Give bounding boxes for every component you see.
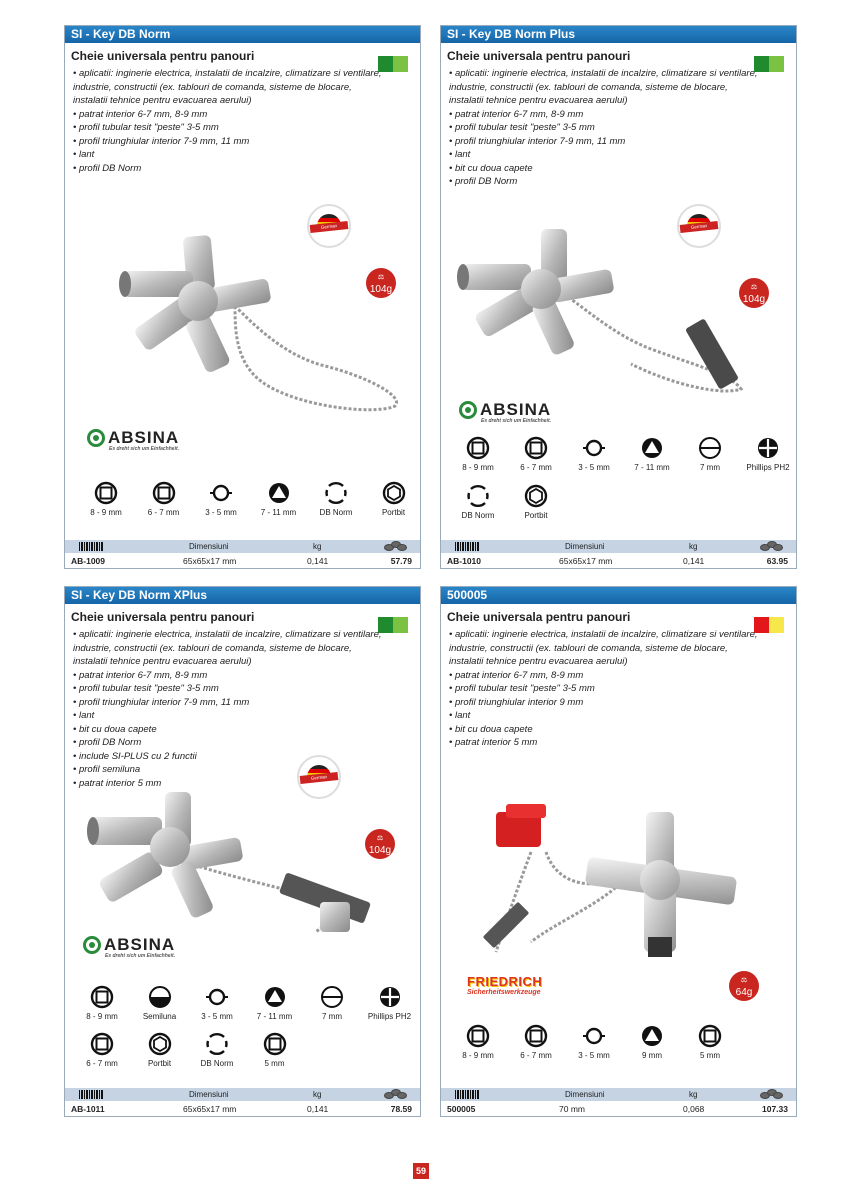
product-subtitle: Cheie universala pentru panouri <box>71 610 255 624</box>
product-photo <box>105 216 415 416</box>
profile-label: 7 - 11 mm <box>260 508 297 517</box>
weight-badge: ⚖ 104g <box>739 278 769 308</box>
weight-badge: ⚖ 104g <box>366 268 396 298</box>
feature-item: • profil tubular tesit "peste" 3-5 mm <box>449 683 595 694</box>
feature-item: industrie, constructii (ex. tablouri de comanda, sisteme de blocare, <box>449 642 728 654</box>
profile-label: 6 - 7 mm <box>147 508 180 517</box>
feature-item: • profil triunghiular interior 7-9 mm, 11 mm <box>73 696 250 708</box>
product-code: 500005 <box>447 1104 476 1114</box>
profile-item <box>447 1024 509 1060</box>
profile-label: Phillips PH2 <box>746 463 790 472</box>
product-card <box>64 25 421 569</box>
feature-item: • aplicatii: inginerie electrica, instalatii de incalzire, climatizare si ventilare, <box>449 68 758 79</box>
profile-label: 3 - 5 mm <box>201 1012 233 1021</box>
product-footer: Dimensiuni kg AB-1010 65x65x17 mm 0,141 63.95 <box>441 540 796 568</box>
profile-label: 7 mm <box>322 1012 342 1021</box>
weight-value: 0,141 <box>307 1104 329 1114</box>
german-engineering-badge: German Engineering <box>677 204 721 248</box>
product-card <box>440 586 797 1117</box>
feature-list <box>73 67 382 175</box>
product-footer: Dimensiuni kg AB-1011 65x65x17 mm 0,141 78.59 <box>65 1088 420 1116</box>
slotted-profile-icon <box>320 985 344 1009</box>
profile-label: 9 mm <box>642 1051 662 1060</box>
brand-logo: FRIEDRICH Sicherheitswerkzeuge <box>467 974 543 996</box>
absina-logo-icon <box>87 429 105 447</box>
db-norm-profile-icon <box>466 484 490 508</box>
profile-label: Portbit <box>381 508 406 517</box>
triangle-profile-icon <box>263 985 287 1009</box>
profile-item <box>679 436 741 472</box>
price: 107.33 <box>762 1104 788 1114</box>
square-profile-icon <box>698 1024 722 1048</box>
product-code: AB-1009 <box>71 556 106 566</box>
profile-label: 5 mm <box>700 1051 720 1060</box>
coins-icon <box>384 541 408 551</box>
product-code: AB-1010 <box>447 556 482 566</box>
profile-item <box>244 1032 306 1068</box>
profile-item <box>363 481 425 517</box>
product-photo <box>451 224 791 399</box>
product-subtitle: Cheie universala pentru panouri <box>447 49 631 63</box>
price: 63.95 <box>766 556 788 566</box>
square-profile-icon <box>152 481 176 505</box>
coins-icon <box>384 1089 408 1099</box>
square-profile-icon <box>466 436 490 460</box>
profile-item <box>186 985 248 1021</box>
profile-item <box>305 481 367 517</box>
feature-item: • profil DB Norm <box>449 176 518 187</box>
product-footer: Dimensiuni kg 500005 70 mm 0,068 107.33 <box>441 1088 796 1116</box>
feature-item: instalatii tehnice pentru evacuarea aerului) <box>449 95 628 106</box>
german-engineering-badge: German Engineering <box>297 755 341 799</box>
profile-label: Semiluna <box>142 1012 177 1021</box>
price: 78.59 <box>390 1104 412 1114</box>
slotted-profile-icon <box>698 436 722 460</box>
feature-item: • patrat interior 5 mm <box>73 777 162 789</box>
square-profile-icon <box>524 436 548 460</box>
feature-item: • aplicatii: inginerie electrica, instalatii de incalzire, climatizare si ventilare, <box>73 629 382 640</box>
weight-value: 0,068 <box>683 1104 705 1114</box>
barcode-icon <box>455 1090 479 1099</box>
product-title: SI - Key DB Norm XPlus <box>65 587 420 604</box>
profile-label: 5 mm <box>264 1059 285 1068</box>
profile-label: 7 - 11 mm <box>256 1012 293 1021</box>
feature-item: • patrat interior 6-7 mm, 8-9 mm <box>73 108 208 120</box>
hex-bit-profile-icon <box>524 484 548 508</box>
square-profile-icon <box>524 1024 548 1048</box>
profile-item <box>563 1024 625 1060</box>
profile-label: 6 - 7 mm <box>520 1051 552 1060</box>
profile-item <box>133 481 195 517</box>
feature-item: • aplicatii: inginerie electrica, instalatii de incalzire, climatizare si ventilare, <box>449 629 758 640</box>
tube-profile-icon <box>582 436 606 460</box>
coins-icon <box>760 541 784 551</box>
brand-logo: ABSINA Es dreht sich um Einfachheit. <box>87 428 179 452</box>
profile-item <box>621 436 683 472</box>
feature-item: • patrat interior 6-7 mm, 8-9 mm <box>449 108 584 120</box>
feature-item: • lant <box>73 149 95 160</box>
german-engineering-badge: German Engineering <box>307 204 351 248</box>
product-subtitle: Cheie universala pentru panouri <box>71 49 255 63</box>
brand-logo: ABSINA Es dreht sich um Einfachheit. <box>83 935 175 959</box>
feature-item: • profil tubular tesit "peste" 3-5 mm <box>73 122 219 133</box>
product-subtitle: Cheie universala pentru panouri <box>447 610 631 624</box>
product-title: SI - Key DB Norm <box>65 26 420 43</box>
profile-item <box>737 436 799 472</box>
profile-item <box>505 436 567 472</box>
feature-item: • include SI-PLUS cu 2 functii <box>73 750 197 762</box>
hex-bit-profile-icon <box>148 1032 172 1056</box>
profile-item <box>447 436 509 472</box>
product-footer: Dimensiuni kg AB-1009 65x65x17 mm 0,141 57.79 <box>65 540 420 568</box>
weight-value: 0,141 <box>307 556 329 566</box>
db-norm-profile-icon <box>324 481 348 505</box>
profile-label: DB Norm <box>319 508 353 517</box>
product-title: 500005 <box>441 587 796 604</box>
profile-item <box>447 484 509 520</box>
price: 57.79 <box>390 556 412 566</box>
feature-item: • lant <box>449 149 471 160</box>
feature-item: • profil semiluna <box>73 764 141 775</box>
feature-item: • lant <box>73 710 95 721</box>
feature-list <box>449 628 758 750</box>
db-norm-profile-icon <box>205 1032 229 1056</box>
feature-item: • profil triunghiular interior 7-9 mm, 11 mm <box>73 135 250 147</box>
feature-item: • patrat interior 5 mm <box>449 737 538 748</box>
profile-label: DB Norm <box>200 1059 234 1068</box>
profile-item <box>301 985 363 1021</box>
absina-logo-icon <box>459 401 477 419</box>
square-profile-icon <box>90 985 114 1009</box>
phillips-profile-icon <box>378 985 402 1009</box>
profile-label: 3 - 5 mm <box>205 508 237 517</box>
profile-item <box>505 484 567 520</box>
weight-value: 0,141 <box>683 556 705 566</box>
barcode-icon <box>79 1090 103 1099</box>
profile-item <box>129 1032 191 1068</box>
product-code: AB-1011 <box>71 1104 105 1114</box>
triangle-profile-icon <box>267 481 291 505</box>
profile-label: 8 - 9 mm <box>90 508 122 517</box>
barcode-icon <box>455 542 479 551</box>
profile-label: Portbit <box>524 511 548 520</box>
feature-item: instalatii tehnice pentru evacuarea aerului) <box>449 656 628 667</box>
feature-item: • profil DB Norm <box>73 737 142 748</box>
half-moon-profile-icon <box>148 985 172 1009</box>
feature-item: • profil tubular tesit "peste" 3-5 mm <box>73 683 219 694</box>
hex-bit-profile-icon <box>382 481 406 505</box>
product-card <box>440 25 797 569</box>
profile-item <box>190 481 252 517</box>
profile-item <box>679 1024 741 1060</box>
feature-item: • bit cu doua capete <box>449 723 533 735</box>
color-swatch <box>754 56 784 72</box>
product-card <box>64 586 421 1117</box>
feature-item: instalatii tehnice pentru evacuarea aerului) <box>73 95 252 106</box>
product-title: SI - Key DB Norm Plus <box>441 26 796 43</box>
page-number: 59 <box>413 1163 429 1179</box>
dimensions-value: 65x65x17 mm <box>183 1104 237 1114</box>
tube-profile-icon <box>209 481 233 505</box>
color-swatch <box>378 617 408 633</box>
product-photo <box>476 802 776 977</box>
color-swatch <box>754 617 784 633</box>
phillips-profile-icon <box>756 436 780 460</box>
triangle-profile-icon <box>640 436 664 460</box>
feature-item: • patrat interior 6-7 mm, 8-9 mm <box>73 669 208 681</box>
feature-item: • bit cu doua capete <box>73 723 157 735</box>
dimensions-value: 65x65x17 mm <box>183 556 237 566</box>
feature-item: • profil tubular tesit "peste" 3-5 mm <box>449 122 595 133</box>
profile-item <box>563 436 625 472</box>
profile-label: 8 - 9 mm <box>462 463 494 472</box>
profile-label: Portbit <box>147 1059 172 1068</box>
feature-list <box>449 67 758 189</box>
profile-label: 8 - 9 mm <box>462 1051 494 1060</box>
profile-label: Phillips PH2 <box>367 1012 412 1021</box>
profile-label: DB Norm <box>461 511 495 520</box>
color-swatch <box>378 56 408 72</box>
brand-logo: ABSINA Es dreht sich um Einfachheit. <box>459 400 551 424</box>
profile-item <box>186 1032 248 1068</box>
profile-item <box>505 1024 567 1060</box>
square-profile-icon <box>94 481 118 505</box>
profile-label: 3 - 5 mm <box>578 463 610 472</box>
feature-item: industrie, constructii (ex. tablouri de comanda, sisteme de blocare, <box>73 81 352 93</box>
profile-label: 7 mm <box>700 463 720 472</box>
profile-item <box>248 481 310 517</box>
feature-item: • profil triunghiular interior 9 mm <box>449 696 584 708</box>
triangle-profile-icon <box>640 1024 664 1048</box>
profile-item <box>75 481 137 517</box>
absina-logo-icon <box>83 936 101 954</box>
feature-item: industrie, constructii (ex. tablouri de comanda, sisteme de blocare, <box>449 81 728 93</box>
square-profile-icon <box>466 1024 490 1048</box>
profile-item <box>359 985 421 1021</box>
feature-item: • aplicatii: inginerie electrica, instalatii de incalzire, climatizare si ventilare, <box>73 68 382 79</box>
square-profile-icon <box>263 1032 287 1056</box>
feature-item: • bit cu doua capete <box>449 162 533 174</box>
feature-item: instalatii tehnice pentru evacuarea aerului) <box>73 656 252 667</box>
dimensions-value: 65x65x17 mm <box>559 556 613 566</box>
profile-label: 8 - 9 mm <box>86 1012 118 1021</box>
profile-label: 3 - 5 mm <box>578 1051 610 1060</box>
profile-label: 6 - 7 mm <box>86 1059 118 1068</box>
feature-item: industrie, constructii (ex. tablouri de comanda, sisteme de blocare, <box>73 642 352 654</box>
profile-item <box>621 1024 683 1060</box>
weight-badge: ⚖ 64g <box>729 971 759 1001</box>
tube-profile-icon <box>205 985 229 1009</box>
weight-badge: ⚖ 104g <box>365 829 395 859</box>
square-profile-icon <box>90 1032 114 1056</box>
feature-item: • lant <box>449 710 471 721</box>
profile-item <box>129 985 191 1021</box>
dimensions-value: 70 mm <box>559 1104 585 1114</box>
profile-label: 6 - 7 mm <box>520 463 552 472</box>
coins-icon <box>760 1089 784 1099</box>
profile-label: 7 - 11 mm <box>634 463 670 472</box>
feature-item: • patrat interior 6-7 mm, 8-9 mm <box>449 669 584 681</box>
feature-item: • profil DB Norm <box>73 162 142 174</box>
profile-item <box>71 1032 133 1068</box>
profile-item <box>244 985 306 1021</box>
feature-item: • profil triunghiular interior 7-9 mm, 11 mm <box>449 135 626 147</box>
tube-profile-icon <box>582 1024 606 1048</box>
barcode-icon <box>79 542 103 551</box>
profile-item <box>71 985 133 1021</box>
